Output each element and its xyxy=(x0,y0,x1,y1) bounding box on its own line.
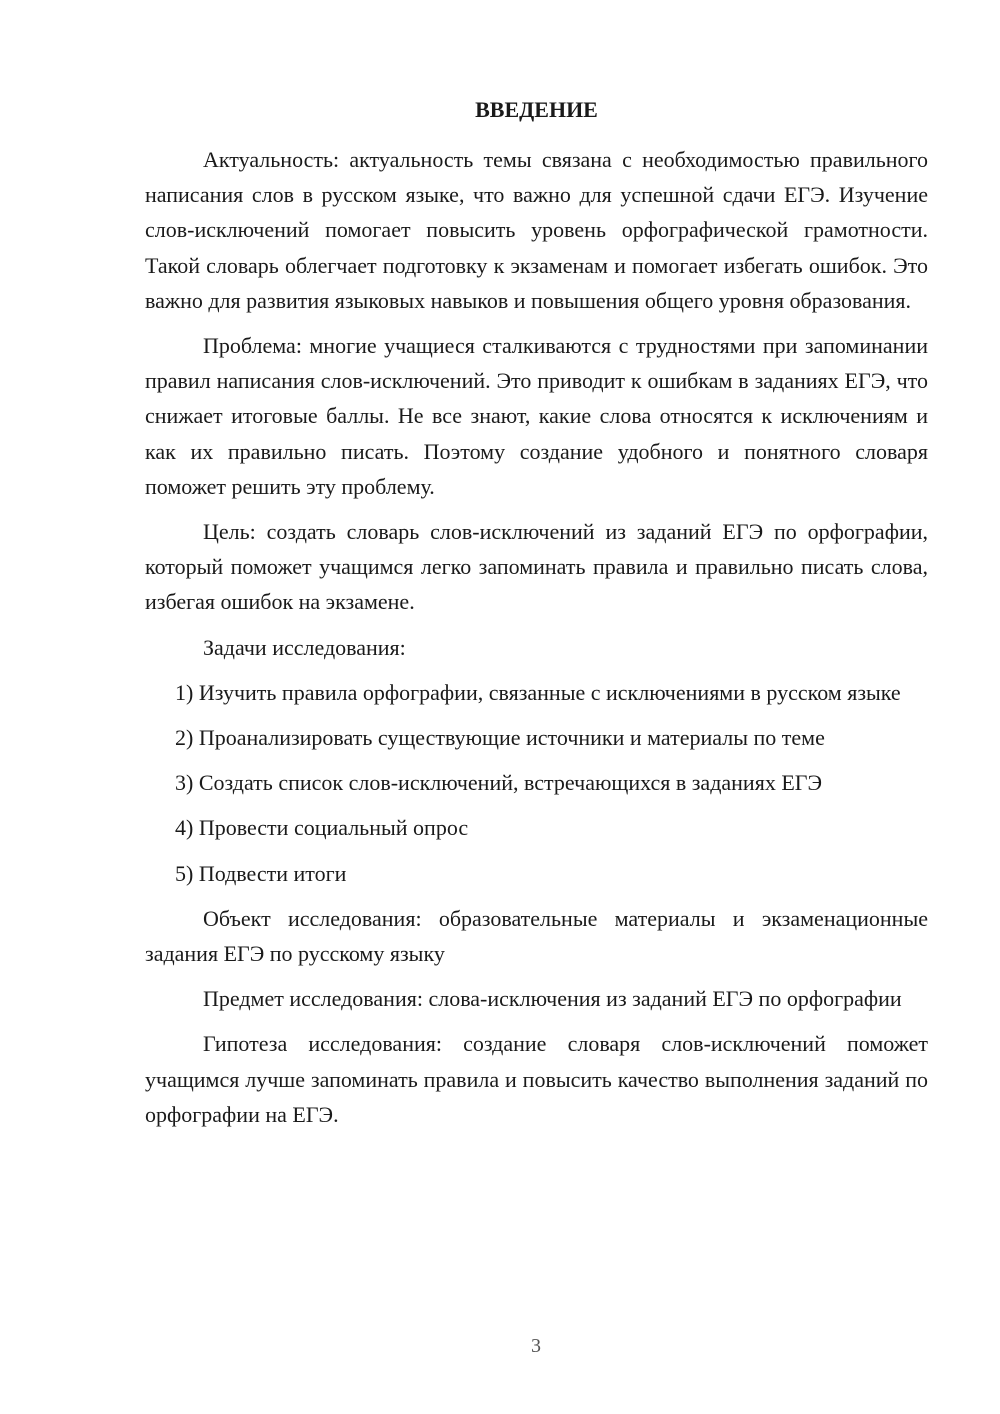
tasks-heading: Задачи исследования: xyxy=(203,634,406,660)
problem-paragraph: Проблема: многие учащиеся сталкиваются с трудностями при запоминании правил написания слов-исключений. Это приводит к ошибкам в заданиях ЕГЭ, что снижает итоговые баллы. Не все знают, какие слова относятся к исключениям и как их правильно писать. Поэтому создание удобного и понятного словаря поможет решить эту проблему. xyxy=(145,333,928,499)
goal-paragraph: Цель: создать словарь слов-исключений из заданий ЕГЭ по орфографии, который поможет учащимся легко запоминать правила и правильно писать слова, избегая ошибок на экзамене. xyxy=(145,519,928,615)
relevance-paragraph: Актуальность: актуальность темы связана с необходимостью правильного написания слов в русском языке, что важно для успешной сдачи ЕГЭ. Изучение слов-исключений помогает повысить уровень орфографической грамотности. Такой словарь облегчает подготовку к экзаменам и помогает избегать ошибок. Это важно для развития языковых навыков и повышения общего уровня образования. xyxy=(145,147,928,313)
page-number: 3 xyxy=(531,1335,541,1357)
subject-paragraph: Предмет исследования: слова-исключения из заданий ЕГЭ по орфографии xyxy=(203,986,902,1012)
task-item-4: 4) Провести социальный опрос xyxy=(175,815,469,841)
task-item-2: 2) Проанализировать существующие источники и материалы по теме xyxy=(175,725,825,751)
object-paragraph: Объект исследования: образовательные материалы и экзаменационные задания ЕГЭ по русскому языку xyxy=(145,905,928,967)
page-title: ВВЕДЕНИЕ xyxy=(475,97,598,122)
task-item-5: 5) Подвести итоги xyxy=(175,860,347,886)
task-item-1: 1) Изучить правила орфографии, связанные с исключениями в русском языке xyxy=(175,679,901,705)
document-page xyxy=(145,92,928,1142)
task-item-3: 3) Создать список слов-исключений, встречающихся в заданиях ЕГЭ xyxy=(175,770,823,796)
hypothesis-paragraph: Гипотеза исследования: создание словаря слов-исключений поможет учащимся лучше запоминать правила и повысить качество выполнения заданий по орфографии на ЕГЭ. xyxy=(145,1031,928,1127)
